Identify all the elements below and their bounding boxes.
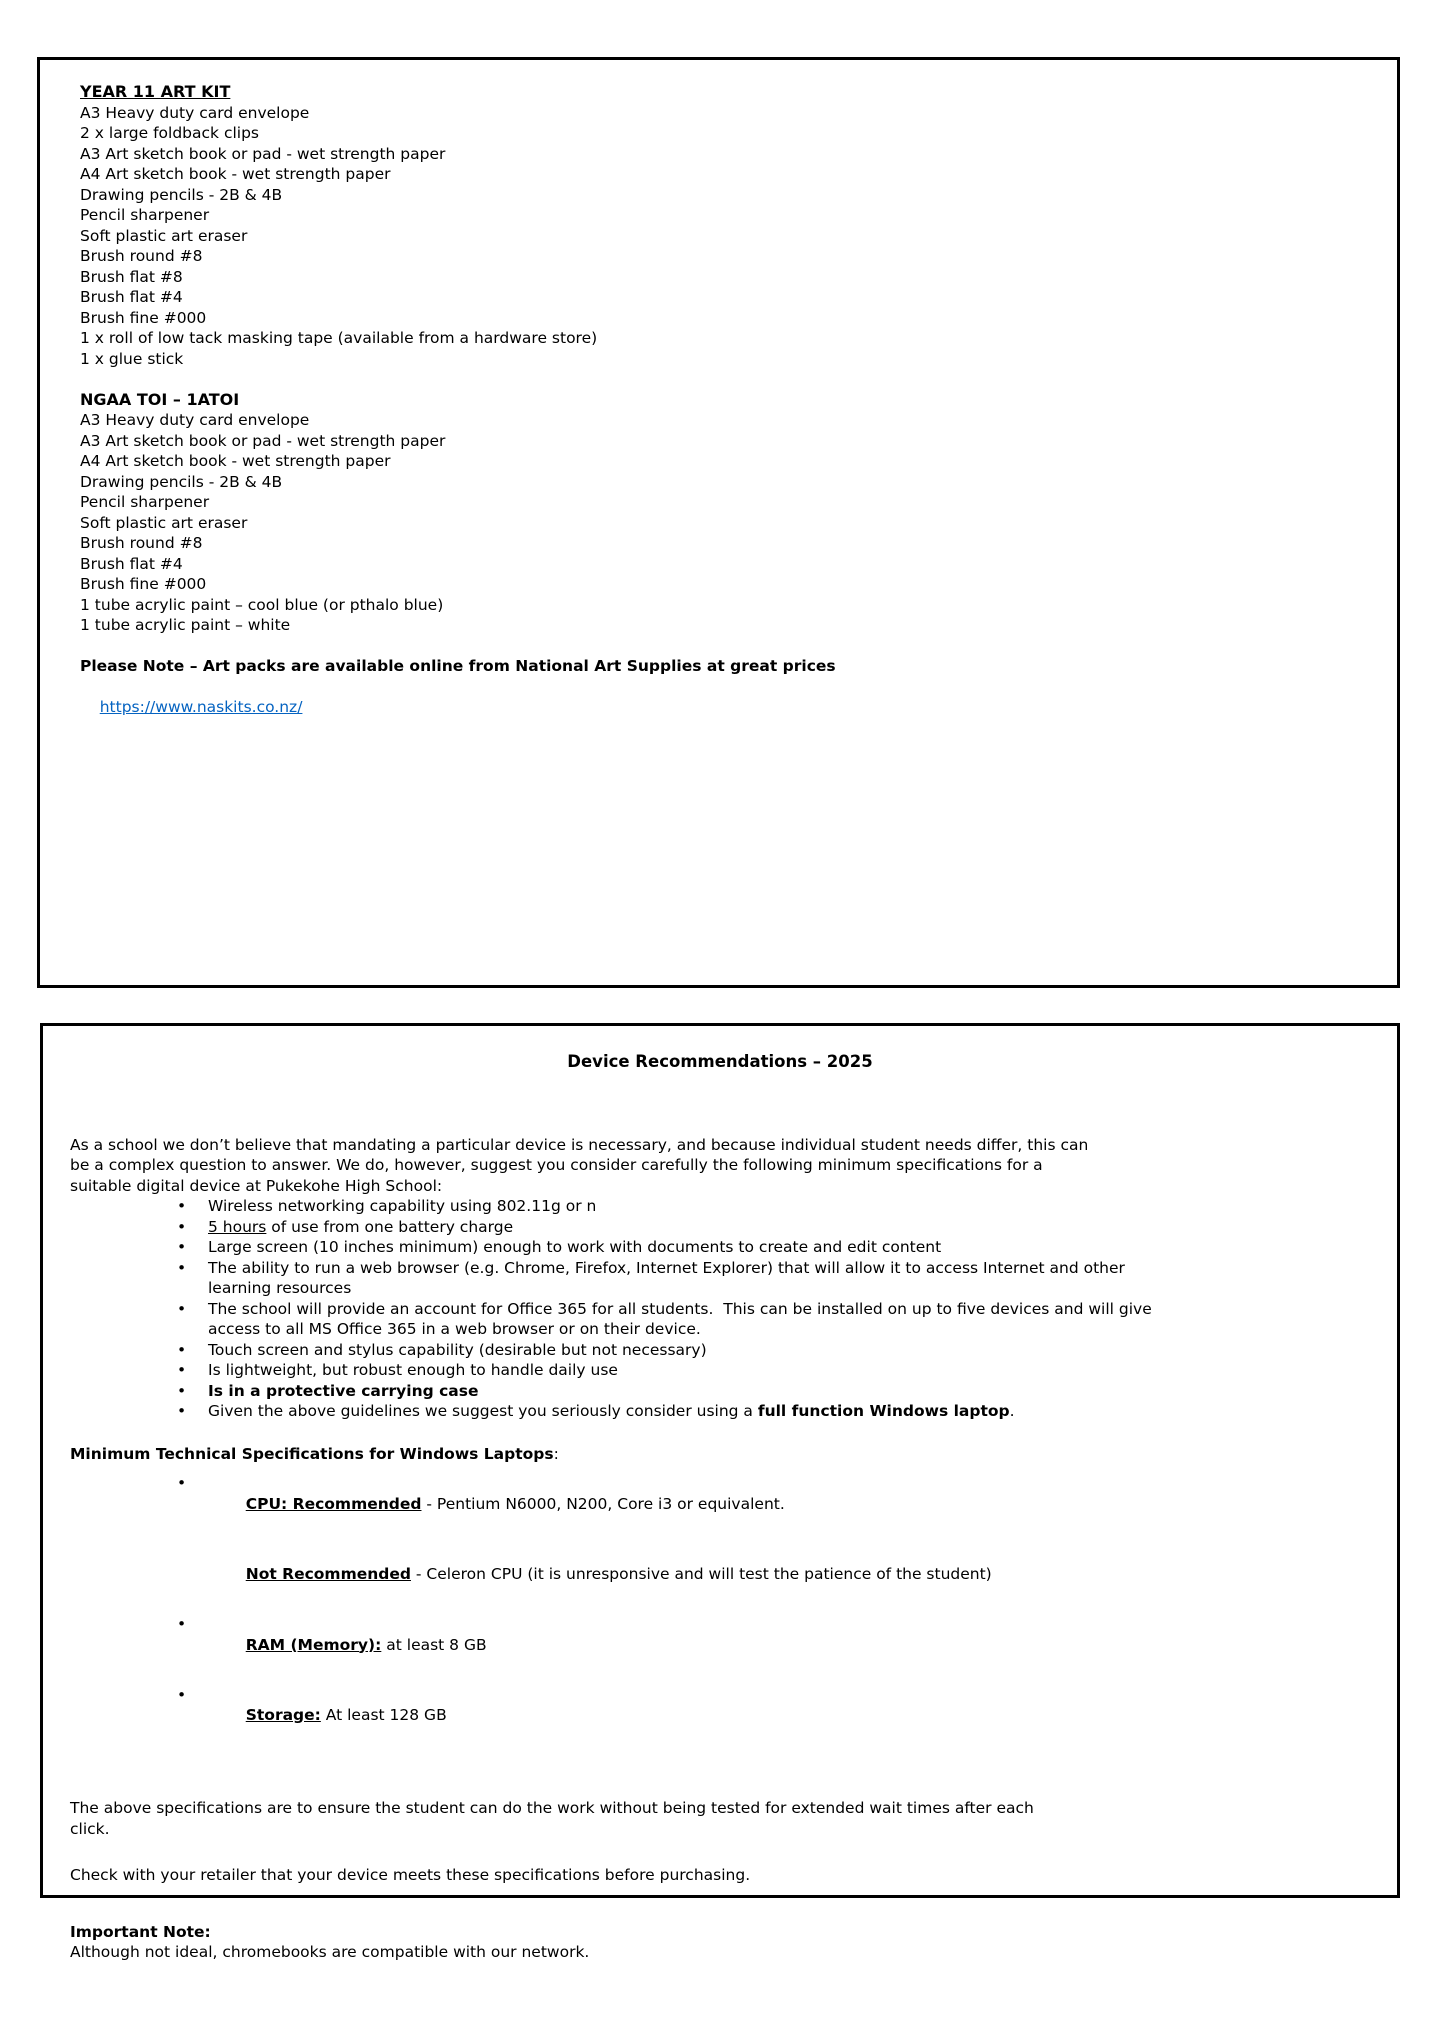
windows-laptop-bold: full function Windows laptop [757, 1402, 1010, 1420]
bullet-office365: • The school will provide an account for Office 365 for all students. This can be installed on up to five devices and will give access to all MS Office 365 in a web browser or on their device. [70, 1299, 1153, 1340]
not-recommended-label: Not Recommended [245, 1565, 411, 1583]
naskits-link-line [80, 677, 1357, 739]
list-item: Brush round #8 [80, 247, 203, 265]
naskits-link[interactable]: https://www.naskits.co.nz/ [99, 698, 303, 716]
storage-label: Storage: [245, 1706, 321, 1724]
device-recommendations-title: Device Recommendations – 2025 [567, 1052, 873, 1071]
bullet-browser: • The ability to run a web browser (e.g. Chrome, Firefox, Internet Explorer) that will allow it to access Internet and other learning resources [70, 1258, 1153, 1299]
year11-art-kit-title: YEAR 11 ART KIT [80, 82, 231, 101]
art-kit-box [37, 57, 1400, 988]
list-item: Brush flat #4 [80, 288, 183, 306]
bullet-battery: • 5 hours of use from one battery charge [70, 1217, 1153, 1238]
bullet-touchscreen: • Touch screen and stylus capability (desirable but not necessary) [70, 1340, 1153, 1361]
list-item: Pencil sharpener [80, 206, 210, 224]
retailer-check-paragraph: Check with your retailer that your device meets these specifications before purchasing. [70, 1866, 751, 1884]
cpu-recommended-label: CPU: Recommended [245, 1494, 422, 1513]
list-item: Brush flat #8 [80, 267, 183, 286]
list-item: Drawing pencils - 2B & 4B [80, 185, 283, 204]
list-item: 1 x roll of low tack masking tape (available from a hardware store) [80, 329, 598, 347]
bullet-lightweight: • Is lightweight, but robust enough to handle daily use [70, 1360, 1153, 1381]
list-item: Brush flat #4 [80, 554, 183, 573]
list-item: 1 tube acrylic paint – cool blue (or pthalo blue) [80, 595, 444, 614]
list-item: Brush fine #000 [80, 308, 207, 327]
list-item: A3 Art sketch book or pad - wet strength paper [80, 431, 446, 450]
list-item: 2 x large foldback clips [80, 124, 259, 142]
year11-art-kit-list [80, 103, 1357, 370]
ram-label: RAM (Memory): [245, 1635, 382, 1654]
important-note-text: Although not ideal, chromebooks are compatible with our network. [70, 1943, 590, 1961]
list-item: 1 tube acrylic paint – white [80, 616, 291, 634]
min-specs-heading: Minimum Technical Specifications for Windows Laptops: [70, 1444, 559, 1463]
ngaa-toi-list [80, 410, 1357, 636]
list-item: Drawing pencils - 2B & 4B [80, 472, 283, 491]
important-note-heading: Important Note: [70, 1922, 211, 1941]
list-item: Brush round #8 [80, 534, 203, 552]
device-intro-paragraph: As a school we don’t believe that mandating a particular device is necessary, and because individual student needs differ, this can be a complex question to answer. We do, however, suggest you consider carefully the following minimum specifications for a suitable digital device at Pukekohe High School: [70, 1135, 1094, 1195]
spec-cpu: • CPU: Recommended - Pentium N6000, N200, Core i3 or equivalent. [70, 1473, 1370, 1535]
specs-rationale-paragraph: The above specifications are to ensure the student can do the work without being tested for extended wait times after each click. [70, 1799, 1039, 1838]
device-recommendations-box [40, 1023, 1400, 1961]
spec-storage: • Storage: At least 128 GB [70, 1685, 1370, 1747]
battery-hours-underlined: 5 hours [208, 1217, 267, 1236]
list-item: Soft plastic art eraser [80, 513, 248, 532]
list-item: Pencil sharpener [80, 493, 210, 511]
bullet-wireless: • Wireless networking capability using 802.11g or n [70, 1196, 1153, 1217]
spec-ram: • RAM (Memory): at least 8 GB [70, 1614, 1370, 1676]
ngaa-toi-title: NGAA TOI – 1ATOI [80, 389, 240, 409]
list-item: Brush fine #000 [80, 575, 207, 593]
list-item: A4 Art sketch book - wet strength paper [80, 165, 391, 183]
bullet-carrying-case: • Is in a protective carrying case [70, 1381, 1153, 1402]
spec-cpu-not-recommended: Not Recommended - Celeron CPU (it is unresponsive and will test the patience of the student) [245, 1565, 992, 1583]
bullet-screen: • Large screen (10 inches minimum) enough to work with documents to create and edit content [70, 1237, 1153, 1258]
list-item: 1 x glue stick [80, 349, 184, 368]
list-item: A3 Heavy duty card envelope [80, 103, 310, 122]
bullet-windows-laptop: • Given the above guidelines we suggest you seriously consider using a full function Windows laptop. [70, 1401, 1153, 1422]
list-item: A3 Heavy duty card envelope [80, 411, 310, 429]
list-item: A3 Art sketch book or pad - wet strength paper [80, 144, 446, 163]
list-item: Soft plastic art eraser [80, 226, 248, 245]
device-spec-bullets [70, 1196, 1370, 1422]
art-packs-note: Please Note – Art packs are available online from National Art Supplies at great prices [80, 657, 836, 675]
list-item: A4 Art sketch book - wet strength paper [80, 452, 391, 470]
